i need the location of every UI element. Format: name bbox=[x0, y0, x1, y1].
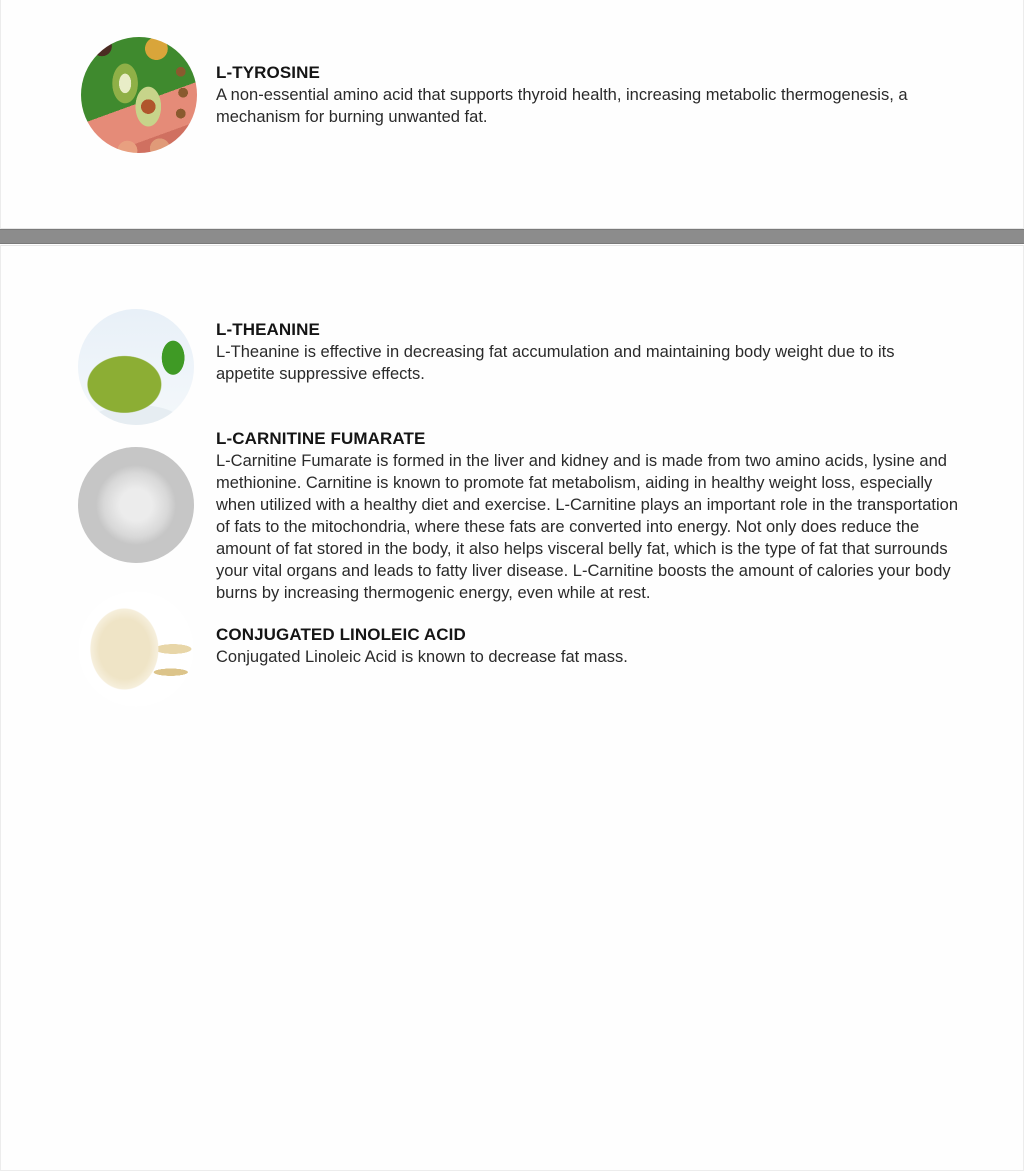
page-separator bbox=[0, 229, 1024, 244]
food-sources-image bbox=[81, 37, 197, 153]
white-powder-image bbox=[78, 447, 194, 563]
ingredient-title: L-TYROSINE bbox=[216, 63, 320, 82]
document-page-2 bbox=[0, 245, 1024, 1171]
ingredient-title: CONJUGATED LINOLEIC ACID bbox=[216, 625, 466, 644]
ingredient-description: L-Carnitine Fumarate is formed in the liver and kidney and is made from two amino acids, lysine and methionine. Carnitine is known to promote fat metabolism, aiding in healthy weight loss, especially when utilized with a healthy diet and exercise. L-Carnitine plays an important role in the transportation of fats to the mitochondria, where these fats are converted into energy. Not only does reduce the amount of fat stored in the body, it also helps visceral belly fat, which is the type of fat that surrounds your vital organs and leads to fatty liver disease. L-Carnitine boosts the amount of calories your body burns by increasing thermogenic energy, even while at rest. bbox=[216, 452, 958, 602]
document-page-1 bbox=[0, 0, 1024, 229]
ingredient-description: L-Theanine is effective in decreasing fat accumulation and maintaining body weight due to its appetite suppressive effects. bbox=[216, 343, 895, 383]
cream-powder-oil-image bbox=[78, 591, 194, 707]
ingredient-title: L-THEANINE bbox=[216, 320, 320, 339]
ingredient-title: L-CARNITINE FUMARATE bbox=[216, 429, 426, 448]
ingredient-description: Conjugated Linoleic Acid is known to decrease fat mass. bbox=[216, 648, 628, 666]
green-tea-powder-image bbox=[78, 309, 194, 425]
ingredient-description: A non-essential amino acid that supports thyroid health, increasing metabolic thermogenesis, a mechanism for burning unwanted fat. bbox=[216, 86, 908, 126]
